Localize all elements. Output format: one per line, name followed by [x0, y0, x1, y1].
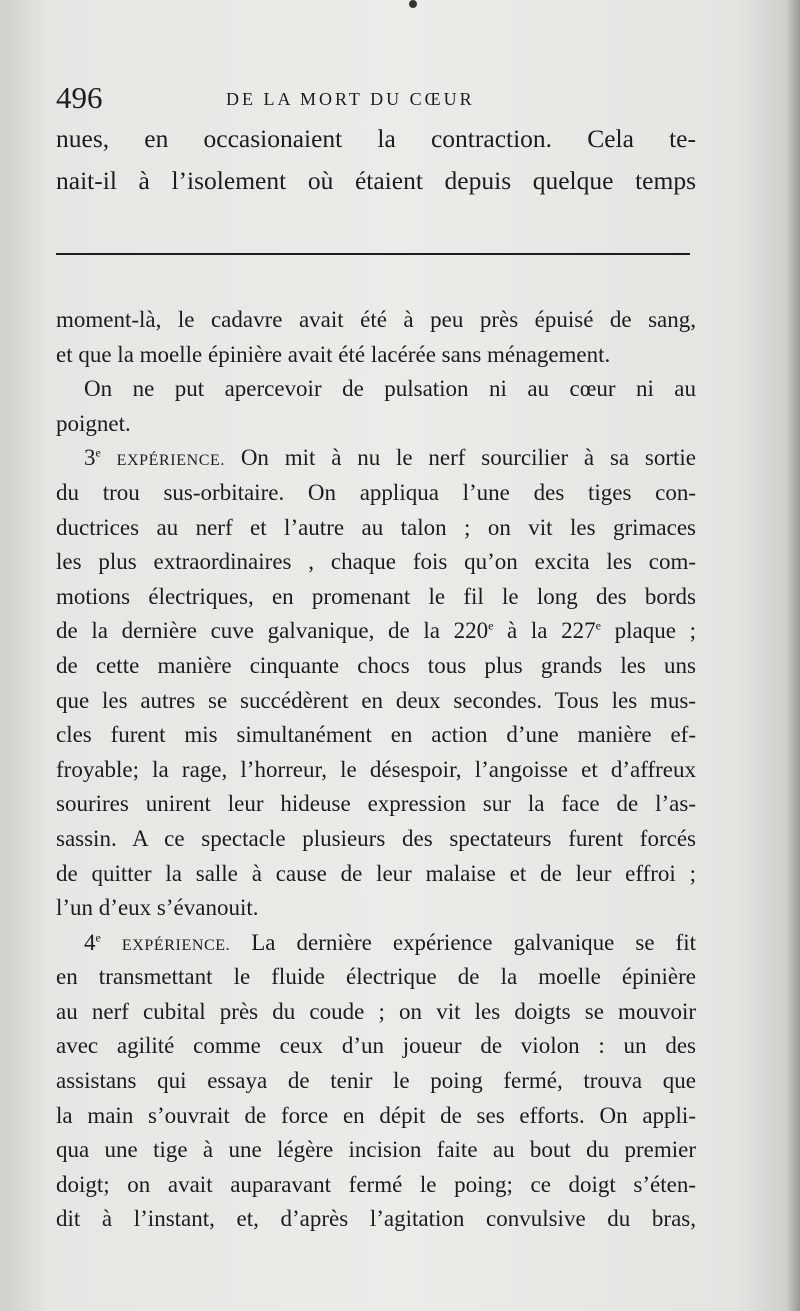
- text-line: sourires unirent leur hideuse expression sur la face de l’as-: [56, 791, 696, 817]
- text-line: sassin. A ce spectacle plusieurs des spectateurs furent forcés: [56, 825, 696, 851]
- text-line: doigt; on avait auparavant fermé le poing; ce doigt s’éten-: [56, 1171, 696, 1197]
- text-line: motions électriques, en promenant le fil le long des bords: [56, 583, 696, 609]
- text-line: moment-là, le cadavre avait été à peu près épuisé de sang,: [56, 307, 696, 332]
- text-line: de quitter la salle à cause de leur malaise et de leur effroi ;: [56, 860, 696, 886]
- text-line: l’un d’eux s’évanouit.: [56, 895, 259, 921]
- line-text: La dernière expérience galvanique se fit: [230, 929, 696, 955]
- page-edge-shadow: [786, 0, 800, 1311]
- text-line: qua une tige à une légère incision faite au bout du premier: [56, 1137, 696, 1163]
- text-line: la main s’ouvrait de force en dépit de ses efforts. On appli-: [56, 1102, 696, 1128]
- text-line: en transmettant le fluide électrique de la moelle épinière: [56, 964, 696, 990]
- text-line: avec agilité comme ceux d’un joueur de violon : un des: [56, 1033, 696, 1059]
- top-text-block: [56, 118, 696, 202]
- experiment-label: EXPÉRIENCE.: [116, 452, 226, 470]
- text-line: et que la moelle épinière avait été lacérée sans ménagement.: [56, 341, 611, 367]
- text-line: [56, 441, 696, 476]
- text-line: On ne put apercevoir de pulsation ni au cœur ni au: [84, 376, 696, 402]
- text-line: de cette manière cinquante chocs tous plus grands les uns: [56, 652, 696, 678]
- experiment-label: EXPÉRIENCE.: [121, 936, 231, 954]
- text-line: les plus extraordinaires , chaque fois qu’on excita les com-: [56, 549, 696, 575]
- main-text-block: [56, 303, 696, 1237]
- page-header: [56, 78, 696, 118]
- line-text: On mit à nu le nerf sourcilier à sa sortie: [225, 445, 697, 471]
- text-line: assistans qui essaya de tenir le poing fermé, trouva que: [56, 1068, 696, 1094]
- text-line: au nerf cubital près du coude ; on vit les doigts se mouvoir: [56, 998, 696, 1024]
- text-line: que les autres se succédèrent en deux secondes. Tous les mus-: [56, 687, 696, 713]
- separator-rule: [56, 253, 690, 255]
- text-line: de la dernière cuve galvanique, de la 220e à la 227e plaque ;: [56, 618, 696, 644]
- text-line: dit à l’instant, et, d’après l’agitation convulsive du bras,: [56, 1206, 696, 1232]
- text-line: du trou sus-orbitaire. On appliqua l’une des tiges con-: [56, 479, 696, 505]
- ordinal-suffix: e: [95, 445, 101, 460]
- running-title: DE LA MORT DU CŒUR: [226, 89, 475, 109]
- ink-mark: [409, 0, 417, 8]
- text-line: nues, en occasionaient la contraction. Cela te-: [56, 124, 696, 153]
- page-number: 496: [56, 80, 103, 115]
- text-line: poignet.: [56, 410, 131, 436]
- experiment-number: 4: [84, 929, 96, 955]
- text-line: cles furent mis simultanément en action d’une manière ef-: [56, 722, 696, 748]
- text-line: [56, 926, 696, 961]
- ordinal-suffix: e: [95, 930, 101, 945]
- text-line: froyable; la rage, l’horreur, le désespoir, l’angoisse et d’affreux: [56, 756, 696, 782]
- text-line: nait-il à l’isolement où étaient depuis quelque temps: [56, 166, 696, 195]
- experiment-number: 3: [84, 445, 96, 471]
- text-line: ductrices au nerf et l’autre au talon ; on vit les grimaces: [56, 514, 696, 540]
